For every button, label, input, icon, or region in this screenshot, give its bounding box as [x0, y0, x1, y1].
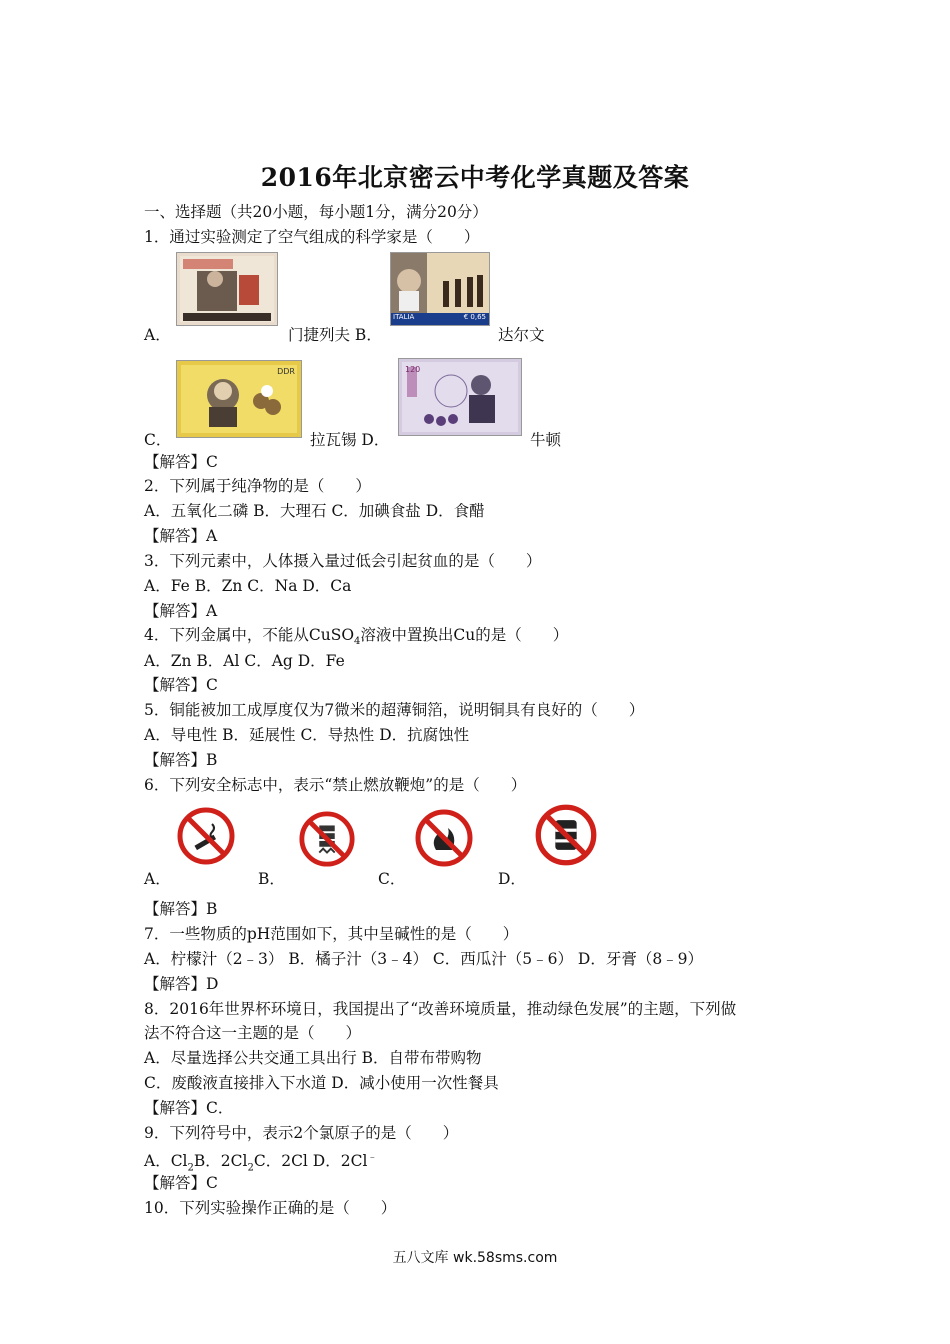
q4-answer: 【解答】C	[144, 676, 218, 694]
no-smoking-sign-icon	[176, 806, 236, 866]
question-8-stem-line1: 8．2016年世界杯环境日，我国提出了“改善环境质量，推动绿色发展”的主题，下列做	[144, 1000, 737, 1018]
q4-stem-part: 4．下列金属中，不能从CuSO	[144, 626, 355, 644]
q1-option-c-label: 拉瓦锡 D．	[310, 431, 390, 449]
q6-answer: 【解答】B	[144, 900, 218, 918]
question-2-options: A．五氧化二磷 B．大理石 C．加碘食盐 D．食醋	[144, 502, 485, 520]
q9-option-a: A．Cl	[144, 1152, 188, 1171]
q1-option-c-marker: C．	[144, 431, 172, 449]
question-3-stem: 3．下列元素中，人体摄入量过低会引起贫血的是（ ）	[144, 552, 542, 570]
question-9-stem: 9．下列符号中，表示2个氯原子的是（ ）	[144, 1124, 459, 1142]
q6-option-a-label: A．	[144, 870, 171, 888]
question-8-options-line1: A．尽量选择公共交通工具出行 B．自带布带购物	[144, 1049, 482, 1067]
stamp-caption: ITALIA	[393, 313, 415, 321]
question-4-stem	[144, 625, 568, 652]
question-5-stem: 5．铜能被加工成厚度仅为7微米的超薄铜箔，说明铜具有良好的（ ）	[144, 701, 645, 719]
question-10-stem: 10．下列实验操作正确的是（ ）	[144, 1199, 397, 1217]
stamp-country: DDR	[277, 367, 295, 376]
page-title: 2016年北京密云中考化学真题及答案	[260, 163, 690, 192]
q8-answer: 【解答】C．	[144, 1099, 234, 1117]
stamp-mendeleev-image	[176, 252, 278, 326]
q1-option-a-marker: A．	[144, 326, 171, 344]
stamp-value: € 0,65	[463, 313, 486, 321]
question-5-options: A．导电性 B．延展性 C．导热性 D．抗腐蚀性	[144, 726, 470, 744]
stamp-value: 120	[405, 365, 421, 374]
q1-option-d-label: 牛顿	[530, 431, 562, 449]
q5-answer: 【解答】B	[144, 751, 218, 769]
q9-superscript: ﹣	[367, 1152, 378, 1163]
q4-stem-part: 溶液中置换出Cu的是（ ）	[360, 626, 569, 644]
q1-option-b-label: 达尔文	[498, 326, 545, 344]
q9-subscript: 2	[247, 1162, 254, 1174]
stamp-newton-image	[398, 358, 522, 436]
q3-answer: 【解答】A	[144, 602, 218, 620]
no-flammable-materials-sign-icon	[534, 803, 598, 867]
question-8-options-line2: C．废酸液直接排入下水道 D．减小使用一次性餐具	[144, 1074, 499, 1092]
stamp-lavoisier-image	[176, 360, 302, 438]
q9-answer: 【解答】C	[144, 1174, 218, 1192]
q9-subscript: 2	[187, 1162, 194, 1174]
q9-option-b: B．2Cl	[193, 1152, 248, 1171]
q6-option-b-label: B．	[258, 870, 285, 888]
q4-subscript: 4	[354, 636, 361, 648]
question-7-stem: 7．一些物质的pH范围如下，其中呈碱性的是（ ）	[144, 925, 519, 943]
question-3-options: A．Fe B．Zn C．Na D．Ca	[144, 577, 352, 595]
question-7-options: A．柠檬汁（2﹣3） B．橘子汁（3﹣4） C．西瓜汁（5﹣6） D．牙膏（8﹣9）	[144, 950, 704, 968]
q6-option-c-label: C．	[378, 870, 406, 888]
section-heading: 一、选择题（共20小题，每小题1分，满分20分）	[144, 203, 488, 221]
no-firecrackers-sign-icon	[298, 810, 356, 868]
q7-answer: 【解答】D	[144, 975, 219, 993]
q2-answer: 【解答】A	[144, 527, 218, 545]
question-4-options: A．Zn B．Al C．Ag D．Fe	[144, 652, 345, 670]
question-1-stem: 1．通过实验测定了空气组成的科学家是（ ）	[144, 228, 480, 246]
no-open-flame-sign-icon	[414, 808, 474, 868]
question-2-stem: 2．下列属于纯净物的是（ ）	[144, 477, 371, 495]
q1-answer: 【解答】C	[144, 453, 218, 471]
q9-option-cd: C．2Cl D．2Cl	[253, 1152, 368, 1171]
page-footer: 五八文库 wk.58sms.com	[392, 1250, 558, 1266]
question-6-stem: 6．下列安全标志中，表示“禁止燃放鞭炮”的是（ ）	[144, 776, 527, 794]
question-8-stem-line2: 法不符合这一主题的是（ ）	[144, 1024, 362, 1042]
q6-option-d-label: D．	[498, 870, 526, 888]
stamp-darwin-image	[390, 252, 490, 326]
q1-option-a-label: 门捷列夫 B．	[288, 326, 382, 344]
